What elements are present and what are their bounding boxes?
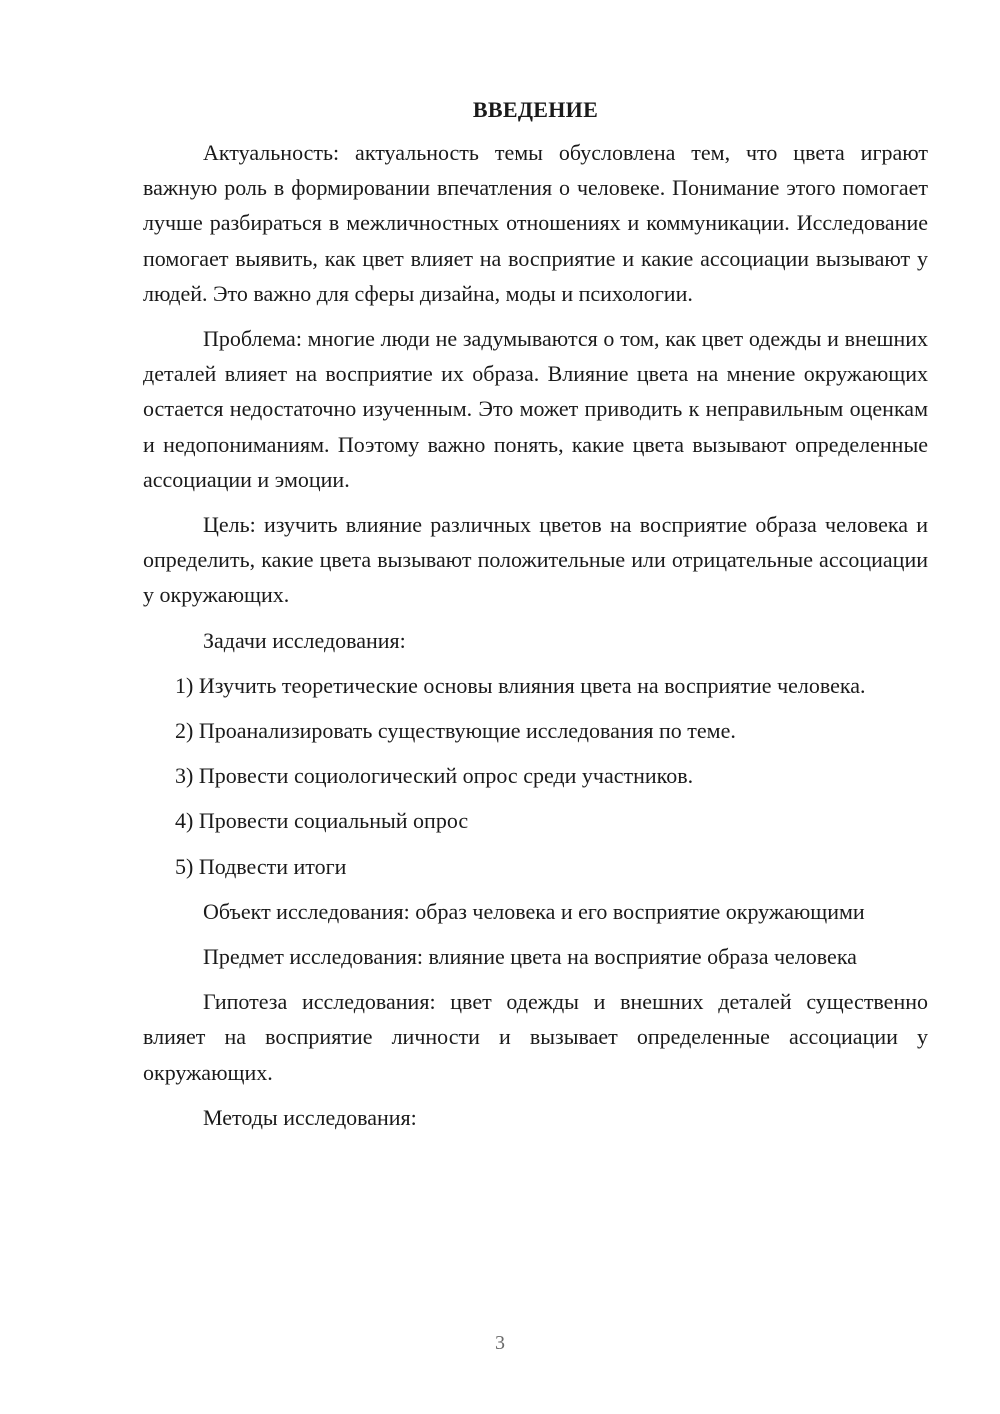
section-title: ВВЕДЕНИЕ <box>472 97 599 122</box>
goal-paragraph: Цель: изучить влияние различных цветов на восприятие образа человека и определить, какие цвета вызывают положительные или отрицательные ассоциации у окружающих. <box>143 512 928 608</box>
hypothesis-paragraph: Гипотеза исследования: цвет одежды и внешних деталей существенно влияет на восприятие личности и вызывает определенные ассоциации у окружающих. <box>143 989 928 1085</box>
subject-paragraph: Предмет исследования: влияние цвета на восприятие образа человека <box>203 944 857 970</box>
tasks-heading: Задачи исследования: <box>203 627 406 653</box>
problem-paragraph: Проблема: многие люди не задумываются о том, как цвет одежды и внешних деталей влияет на восприятие их образа. Влияние цвета на мнение окружающих остается недостаточно изученным. Это может приводить к неправильным оценкам и недопониманиям. Поэтому важно понять, какие цвета вызывают определенные ассоциации и эмоции. <box>143 326 928 492</box>
object-paragraph: Объект исследования: образ человека и его восприятие окружающими <box>203 898 865 924</box>
document-page <box>143 95 928 1145</box>
list-item: 2) Проанализировать существующие исследования по теме. <box>175 718 736 744</box>
list-item: 4) Провести социальный опрос <box>175 808 469 834</box>
list-item: 5) Подвести итоги <box>175 853 347 879</box>
methods-heading: Методы исследования: <box>203 1104 417 1130</box>
list-item: 3) Провести социологический опрос среди участников. <box>175 763 694 789</box>
list-item: 1) Изучить теоретические основы влияния цвета на восприятие человека. <box>175 672 866 698</box>
tasks-list <box>143 668 928 884</box>
relevance-paragraph: Актуальность: актуальность темы обусловлена тем, что цвета играют важную роль в формировании впечатления о человеке. Понимание этого помогает лучше разбираться в межличностных отношениях и коммуникации. Исследование помогает выявить, как цвет влияет на восприятие и какие ассоциации вызывают у людей. Это важно для сферы дизайна, моды и психологии. <box>143 140 928 306</box>
page-number: 3 <box>495 1332 505 1354</box>
